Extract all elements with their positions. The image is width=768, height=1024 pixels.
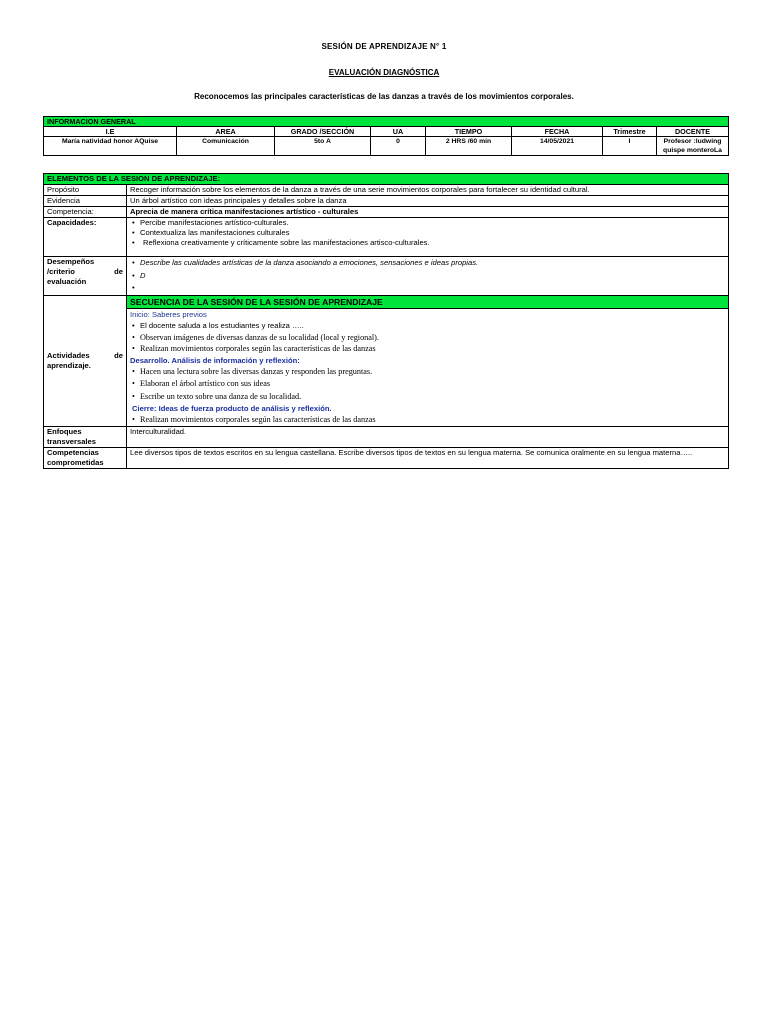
list-item: • Escribe un texto sobre una danza de su localidad.: [140, 391, 725, 404]
competencias-value: Lee diversos tipos de textos escritos en su lengua castellana. Escribe diversos tipos de textos en su lengua materna. Se comunica oralmente en su lengua materna…..: [127, 448, 729, 469]
list-item: • Percibe manifestaciones artístico-culturales.: [140, 218, 725, 228]
desarrollo-title: Desarrollo. Análisis de información y reflexión:: [130, 355, 300, 365]
value-tiempo: 2 HRS /60 min: [426, 137, 512, 156]
list-item: • Hacen una lectura sobre las diversas danzas y responden las preguntas.: [140, 366, 725, 379]
enfoques-label-line: transversales: [47, 437, 96, 446]
enfoques-label: [44, 427, 127, 448]
capacidades-label: Capacidades:: [44, 218, 127, 257]
value-fecha: 14/05/2021: [512, 137, 603, 156]
list-item: • Observan imágenes de diversas danzas de su localidad (local y regional).: [140, 332, 725, 344]
actividades-label-row: [47, 351, 123, 361]
list-item: • Elaboran el árbol artístico con sus ideas: [140, 378, 725, 391]
competencias-label-line: comprometidas: [47, 458, 104, 467]
list-item: • Realizan movimientos corporales según las características de las danzas: [140, 414, 725, 426]
general-info-table: [43, 116, 729, 156]
session-title: SESIÓN DE APRENDIZAJE N° 1: [321, 42, 447, 51]
desempenos-label-line: de: [114, 267, 123, 276]
value-trimestre: I: [603, 137, 657, 156]
desempenos-label-line: /criterio: [47, 267, 75, 276]
header-trimestre: Trimestre: [603, 127, 657, 137]
proposito-label: Propósito: [44, 185, 127, 196]
list-item: • Reflexiona creativamente y críticamente sobre las manifestaciones artisco-culturales.: [140, 238, 725, 248]
general-info-title: INFORMACION GENERAL: [44, 117, 729, 127]
session-subtitle: EVALUACIÓN DIAGNÓSTICA: [328, 68, 440, 77]
elements-title: ELEMENTOS DE LA SESION DE APRENDIZAJE:: [44, 174, 729, 185]
desempenos-list: [130, 257, 725, 295]
header-area: AREA: [177, 127, 275, 137]
evidencia-value: Un árbol artístico con ideas principales y detalles sobre la danza: [127, 196, 729, 207]
desarrollo-list: [130, 366, 725, 404]
header-tiempo: TIEMPO: [426, 127, 512, 137]
desempenos-label-row: [47, 267, 123, 277]
competencia-value: Aprecia de manera crítica manifestaciones artístico - culturales: [127, 207, 729, 218]
list-item: • Realizan movimientos corporales según las características de las danzas: [140, 343, 725, 355]
header-docente: DOCENTE: [657, 127, 729, 137]
list-item: • El docente saluda a los estudiantes y realiza …..: [140, 320, 725, 332]
inicio-list: [130, 320, 725, 355]
inicio-title: Inicio: Saberes previos: [130, 310, 207, 319]
desempenos-label: [44, 257, 127, 296]
proposito-value: Recoger información sobre los elementos de la danza a través de una serie movimientos corporales para fortalecer su identidad cultural.: [127, 185, 729, 196]
value-ua: 0: [371, 137, 426, 156]
list-item: • Describe las cualidades artísticas de la danza asociando a emociones, sensaciones e ideas propias.: [140, 257, 725, 270]
actividades-label-line: Actividades: [47, 351, 90, 360]
desempenos-label-line: evaluación: [47, 277, 87, 286]
desempenos-label-line: Desempeños: [47, 257, 95, 266]
list-item: • Contextualiza las manifestaciones culturales: [140, 228, 725, 238]
value-ie: María natividad honor AQuise: [44, 137, 177, 156]
cierre-title: Cierre: Ideas de fuerza producto de análisis y reflexión.: [132, 404, 332, 413]
competencias-label-line: Competencias: [47, 448, 99, 457]
header-grado: GRADO /SECCIÓN: [275, 127, 371, 137]
session-topic: Reconocemos las principales características de las danzas a través de los movimientos corporales.: [194, 92, 574, 101]
value-docente: Profesor :ludwing quispe monteroLa: [657, 137, 729, 156]
header-ie: I.E: [44, 127, 177, 137]
competencias-label: [44, 448, 127, 469]
session-elements-table: [43, 173, 729, 469]
value-area: Comunicación: [177, 137, 275, 156]
cierre-list: [130, 414, 725, 426]
capacidades-cell: [127, 218, 729, 257]
desempenos-cell: [127, 257, 729, 296]
enfoques-value: Interculturalidad.: [127, 427, 729, 448]
actividades-label: [44, 296, 127, 427]
list-item: [140, 282, 725, 295]
list-item: • D: [140, 270, 725, 283]
actividades-cell: [127, 296, 729, 427]
actividades-label-line: de: [114, 351, 123, 360]
capacidades-list: [130, 218, 725, 248]
evidencia-label: Evidencia: [44, 196, 127, 207]
secuencia-title: SECUENCIA DE LA SESIÓN DE LA SESIÓN DE APRENDIZAJE: [127, 296, 728, 309]
enfoques-label-line: Enfoques: [47, 427, 82, 436]
value-grado: 5to A: [275, 137, 371, 156]
actividades-label-line: aprendizaje.: [47, 361, 91, 370]
competencia-label: Competencia:: [44, 207, 127, 218]
header-ua: UA: [371, 127, 426, 137]
header-fecha: FECHA: [512, 127, 603, 137]
